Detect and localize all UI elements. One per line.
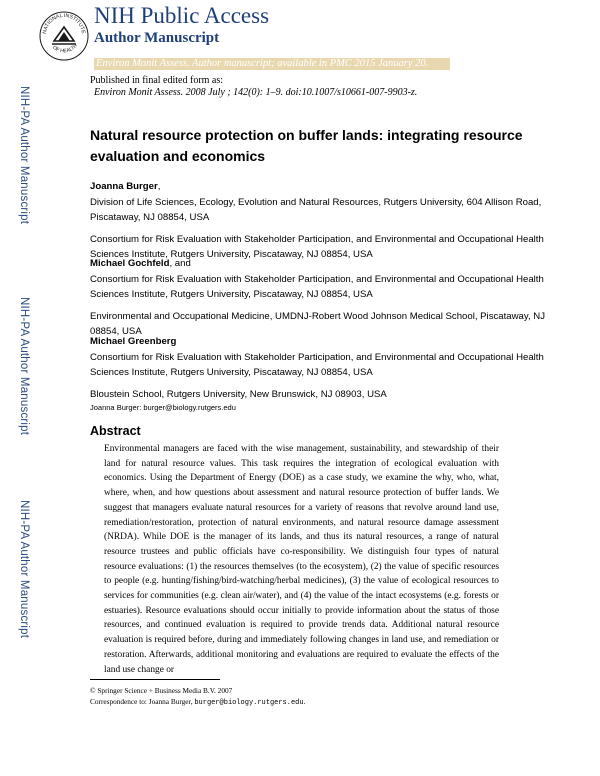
side-label-middle: NIH-PA Author Manuscript bbox=[18, 297, 30, 436]
author-affiliation: Consortium for Risk Evaluation with Stakeholder Participation, and Environmental and Occupational Health Sciences Institute, Rutgers University, Piscataway, NJ 08854, USA bbox=[90, 351, 544, 378]
author-block-2: Michael Gochfeld, and Consortium for Risk Evaluation with Stakeholder Participation, and Environmental and Occupational Health Sciences Institute, Rutgers University, Piscataway, NJ 08854, USA Environmental and Occupational Medicine, UMDNJ-Robert Wood Johnson Medical School, Piscataway, NJ 08854, USA bbox=[90, 256, 560, 340]
author-name: Michael Greenberg bbox=[90, 336, 177, 347]
side-label-bottom: NIH-PA Author Manuscript bbox=[18, 500, 30, 639]
author-block-1: Joanna Burger, Division of Life Sciences, Ecology, Evolution and Natural Resources, Rutgers University, 604 Allison Road, Piscataway, NJ 08854, USA Consortium for Risk Evaluation with Stakeholder Participation, and Environmental and Occupational Health Sciences Institute, Rutgers University, Piscataway, NJ 08854, USA bbox=[90, 179, 560, 263]
author-name: Joanna Burger bbox=[90, 181, 158, 192]
published-label: Published in final edited form as: bbox=[90, 75, 224, 86]
published-citation: Environ Monit Assess. 2008 July ; 142(0): 1–9. doi:10.1007/s10661-007-9903-z. bbox=[94, 87, 418, 98]
author-affiliation: Bloustein School, Rutgers University, New Brunswick, NJ 08903, USA bbox=[90, 388, 387, 400]
correspondence-email: burger@biology.rutgers.edu bbox=[194, 699, 304, 707]
nih-seal-logo bbox=[38, 5, 90, 65]
author-block-3 bbox=[90, 334, 560, 402]
svg-text:NATIONAL INSTITUTES: NATIONAL INSTITUTE bbox=[41, 12, 86, 35]
author-email: Joanna Burger: burger@biology.rutgers.edu bbox=[90, 403, 236, 412]
author-affiliation: Consortium for Risk Evaluation with Stakeholder Participation, and Environmental and Occupational Health Sciences Institute, Rutgers University, Piscataway, NJ 08854, USA bbox=[90, 233, 544, 260]
footnote-correspondence: Correspondence to: Joanna Burger, burger@biology.rutgers.edu. bbox=[90, 697, 306, 707]
nih-title: NIH Public Access bbox=[94, 3, 270, 28]
footnote-copyright: © Springer Science + Business Media B.V. 2007 bbox=[90, 686, 233, 695]
author-affiliation: Environmental and Occupational Medicine, UMDNJ-Robert Wood Johnson Medical School, Piscataway, NJ 08854, USA bbox=[90, 310, 546, 337]
abstract-heading: Abstract bbox=[90, 424, 141, 438]
side-label-top: NIH-PA Author Manuscript bbox=[18, 86, 30, 225]
footnote-divider bbox=[90, 679, 220, 680]
nih-banner-text: Environ Monit Assess. Author manuscript; available in PMC 2015 January 20. bbox=[96, 58, 429, 69]
abstract-text: Environmental managers are faced with the wise management, sustainability, and stewardship of their land for natural resource values. This task requires the integration of ecological evaluation with economics. Using the Department of Energy (DOE) as a case study, we examine the why, who, what, where, when, and how questions about assessment and natural resource protection of buffer lands. We suggest that managers evaluate natural resources for a variety of reasons that revolve around land use, remediation/restoration, protection of natural environments, and natural resource damage assessment (NRDA). While DOE is the manager of its lands, and thus its natural resources, a range of natural resource trustees and public officials have co-responsibility. We distinguish four types of natural resource evaluations: (1) the resources themselves (to the ecosystem), (2) the value of specific resources to people (e.g. hunting/fishing/bird-watching/herbal medicines), (3) the value of ecological resources to services for communities (e.g. clean air/water), and (4) the value of the intact ecosystems (e.g. forests or estuaries). Resource evaluations should occur initially to provide information about the status of those resources, and continued evaluation is required to provide trends data. Additional natural resource evaluation is required before, during and immediately following changes in land use, and remediation or restoration. Afterwards, additional monitoring and evaluations are required to evaluate the effects of the land use change or bbox=[104, 444, 499, 675]
svg-text:OF HEALTH: OF HEALTH bbox=[51, 43, 79, 55]
article-title: Natural resource protection on buffer lands: integrating resource evaluation and economics bbox=[90, 127, 523, 164]
author-name: Michael Gochfeld bbox=[90, 258, 170, 269]
nih-header bbox=[94, 2, 574, 46]
nih-subtitle: Author Manuscript bbox=[94, 30, 220, 46]
author-affiliation: Consortium for Risk Evaluation with Stakeholder Participation, and Environmental and Occupational Health Sciences Institute, Rutgers University, Piscataway, NJ 08854, USA bbox=[90, 273, 544, 300]
author-affiliation: Division of Life Sciences, Ecology, Evolution and Natural Resources, Rutgers University, 604 Allison Road, Piscataway, NJ 08854, USA bbox=[90, 196, 542, 223]
